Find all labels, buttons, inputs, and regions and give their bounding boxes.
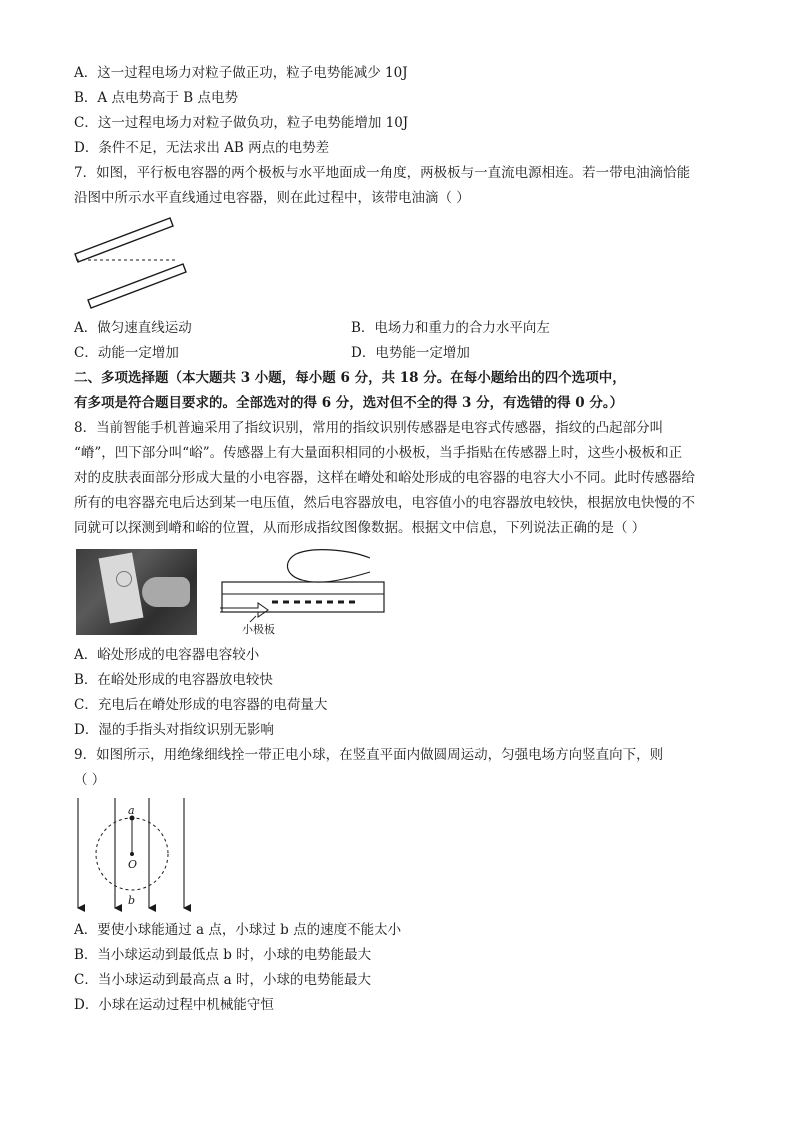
q8-stem-line-2: “嵴”，凹下部分叫“峪”。传感器上有大量面积相同的小极板，当手指贴在传感器上时，这些小极板和正 xyxy=(74,445,683,461)
small-plate-label: 小极板 xyxy=(242,623,275,636)
q8-sensor-figure xyxy=(210,548,390,638)
q8-option-b: B．在峪处形成的电容器放电较快 xyxy=(74,672,273,688)
q6-option-c: C．这一过程电场力对粒子做负功，粒子电势能增加 10J xyxy=(74,115,409,131)
q6-option-a: A．这一过程电场力对粒子做正功，粒子电势能减少 10J xyxy=(74,65,408,81)
fingerprint-photo xyxy=(76,549,197,635)
label-arrow xyxy=(220,603,268,617)
section2-header-line-2: 有多项是符合题目要求的。全部选对的得 6 分，选对但不全的得 3 分，有选错的得 0 分。） xyxy=(74,395,624,411)
lower-plate xyxy=(88,264,186,308)
point-o xyxy=(130,852,134,856)
q9-field-figure xyxy=(70,796,200,914)
q8-option-a: A．峪处形成的电容器电容较小 xyxy=(74,647,260,663)
q7-stem-line-2: 沿图中所示水平直线通过电容器，则在此过程中，该带电油滴（ ） xyxy=(74,190,470,206)
q8-stem-line-4: 所有的电容器充电后达到某一电压值，然后电容器放电，电容值小的电容器放电较快，根据放电快慢的不 xyxy=(74,495,695,511)
label-b: b xyxy=(128,894,136,907)
q8-stem-line-3: 对的皮肤表面部分形成大量的小电容器，这样在嵴处和峪处形成的电容器的电容大小不同。此时传感器给 xyxy=(74,470,695,486)
card-shape xyxy=(99,553,144,624)
q8-stem-line-5: 同就可以探测到嵴和峪的位置，从而形成指纹图像数据。根据文中信息，下列说法正确的是（ ） xyxy=(74,520,646,536)
finger-tip-curve xyxy=(302,572,370,582)
q6-option-d: D．条件不足，无法求出 AB 两点的电势差 xyxy=(74,140,330,156)
q7-option-c: C．动能一定增加 xyxy=(74,345,179,361)
q7-option-d: D．电势能一定增加 xyxy=(351,345,470,361)
q6-option-b: B．A 点电势高于 B 点电势 xyxy=(74,90,238,106)
q8-option-d: D．湿的手指头对指纹识别无影响 xyxy=(74,722,274,738)
q9-option-c: C．当小球运动到最高点 a 时，小球的电势能最大 xyxy=(74,972,371,988)
finger-shape xyxy=(142,577,190,607)
upper-plate xyxy=(75,218,173,262)
q9-option-b: B．当小球运动到最低点 b 时，小球的电势能最大 xyxy=(74,947,372,963)
q8-stem-line-1: 8．当前智能手机普遍采用了指纹识别，常用的指纹识别传感器是电容式传感器，指纹的凸起部分叫 xyxy=(74,420,664,436)
label-a: a xyxy=(128,804,135,817)
q9-stem-line-2: （ ） xyxy=(74,772,106,788)
label-leader xyxy=(250,616,256,622)
q7-stem-line-1: 7．如图，平行板电容器的两个极板与水平地面成一角度，两极板与一直流电源相连。若一带电油滴恰能 xyxy=(74,165,691,181)
q9-stem-line-1: 9．如图所示，用绝缘细线拴一带正电小球，在竖直平面内做圆周运动，匀强电场方向竖直向下，则 xyxy=(74,747,664,763)
q9-option-a: A．要使小球能通过 a 点，小球过 b 点的速度不能太小 xyxy=(74,922,402,938)
section2-header-line-1: 二、多项选择题（本大题共 3 小题，每小题 6 分，共 18 分。在每小题给出的四个选项中， xyxy=(74,370,626,386)
seal-mark xyxy=(116,571,132,587)
q8-option-c: C．充电后在嵴处形成的电容器的电荷量大 xyxy=(74,697,328,713)
label-o: O xyxy=(128,858,138,871)
q9-option-d: D．小球在运动过程中机械能守恒 xyxy=(74,997,274,1013)
q7-option-a: A．做匀速直线运动 xyxy=(74,320,192,336)
q7-capacitor-figure xyxy=(70,212,190,308)
q7-option-b: B．电场力和重力的合力水平向左 xyxy=(351,320,550,336)
